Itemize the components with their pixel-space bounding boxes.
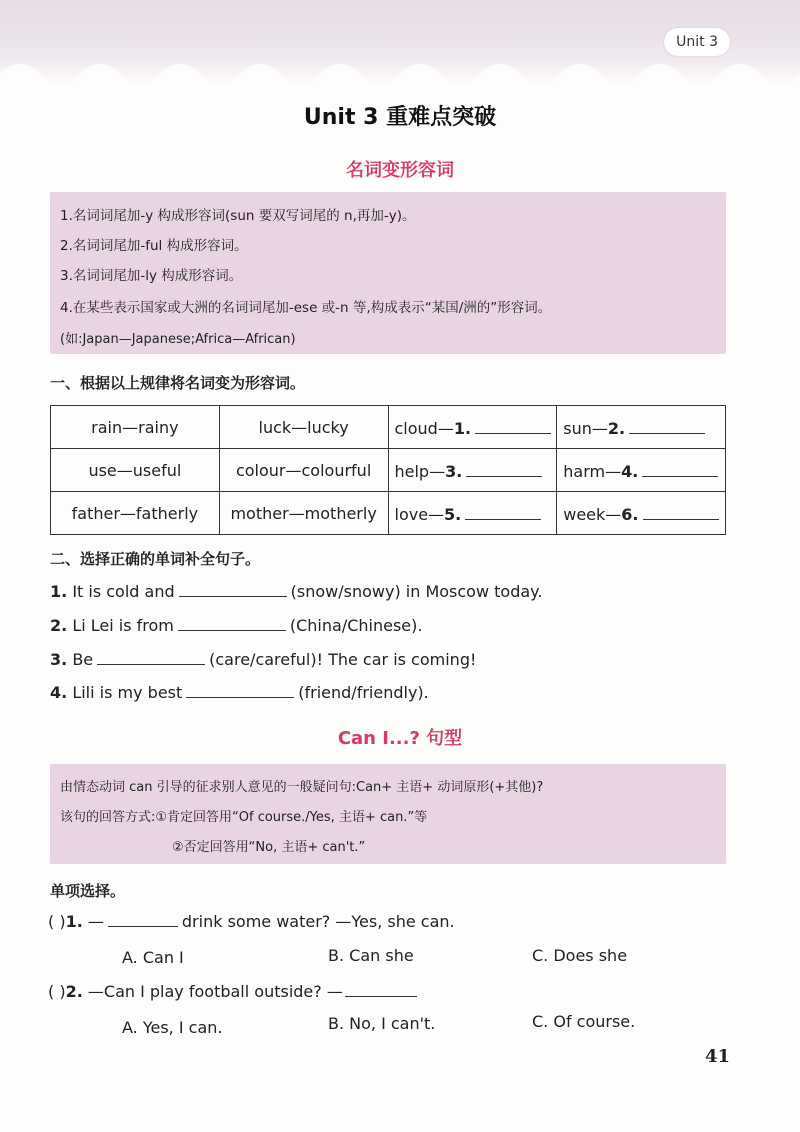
option-a[interactable]: A. Yes, I can. — [122, 1018, 223, 1037]
table-cell: cloud—1. — [388, 406, 557, 449]
option-b[interactable]: B. No, I can't. — [328, 1014, 436, 1033]
wave-decoration — [0, 54, 800, 84]
section-title-can-i: Can I...? 句型 — [337, 728, 463, 749]
rule-box — [50, 192, 726, 354]
option-a[interactable]: A. Can I — [122, 948, 184, 967]
rule-line: 2.名词词尾加-ful 构成形容词。 — [60, 238, 248, 254]
rule-line: 1.名词词尾加-y 构成形容词(sun 要双写词尾的 n,再加-y)。 — [60, 208, 416, 224]
answer-blank[interactable] — [642, 460, 718, 477]
rule-line: 3.名词词尾加-ly 构成形容词。 — [60, 268, 243, 284]
table-cell: rain—rainy — [51, 406, 220, 449]
word-table — [50, 405, 726, 535]
section-title-noun-to-adjective: 名词变形容词 — [346, 160, 454, 181]
table-cell: sun—2. — [557, 406, 726, 449]
table-cell: luck—lucky — [219, 406, 388, 449]
part2-heading: 二、选择正确的单词补全句子。 — [50, 550, 261, 568]
option-c[interactable]: C. Does she — [532, 946, 628, 965]
part1-heading: 一、根据以上规律将名词变为形容词。 — [50, 374, 306, 392]
sentence-2: 2. Li Lei is from (China/Chinese). — [50, 616, 423, 635]
sentence-4: 4. Lili is my best (friend/friendly). — [50, 683, 429, 702]
answer-blank[interactable] — [108, 912, 178, 927]
grammar-line: ②否定回答用“No, 主语+ can't.” — [172, 840, 366, 855]
answer-blank[interactable] — [345, 982, 417, 997]
answer-blank[interactable] — [466, 460, 542, 477]
grammar-line: 由情态动词 can 引导的征求别人意见的一般疑问句:Can+ 主语+ 动词原形(+其他)? — [60, 780, 544, 795]
answer-blank[interactable] — [97, 650, 205, 665]
answer-blank[interactable] — [643, 503, 719, 520]
page-title: Unit 3 重难点突破 — [303, 105, 497, 130]
table-cell: help—3. — [388, 449, 557, 492]
unit-tab: Unit 3 — [664, 28, 730, 56]
table-cell: use—useful — [51, 449, 220, 492]
table-cell: mother—motherly — [219, 492, 388, 535]
answer-blank[interactable] — [465, 503, 541, 520]
option-b[interactable]: B. Can she — [328, 946, 414, 965]
sentence-3: 3. Be (care/careful)! The car is coming! — [50, 650, 477, 669]
answer-blank[interactable] — [178, 616, 286, 631]
option-c[interactable]: C. Of course. — [532, 1012, 636, 1031]
question-1: ( )1. — drink some water? —Yes, she can. — [48, 912, 455, 931]
table-row — [51, 406, 726, 449]
table-cell: love—5. — [388, 492, 557, 535]
rule-line: 4.在某些表示国家或大洲的名词词尾加-ese 或-n 等,构成表示“某国/洲的”形容词。 — [60, 300, 552, 316]
part3-heading: 单项选择。 — [50, 882, 126, 900]
answer-blank[interactable] — [179, 582, 287, 597]
table-row — [51, 492, 726, 535]
grammar-line: 该句的回答方式:①肯定回答用“Of course./Yes, 主语+ can.”等 — [60, 810, 428, 825]
table-row — [51, 449, 726, 492]
sentence-1: 1. It is cold and (snow/snowy) in Moscow today. — [50, 582, 543, 601]
table-cell: harm—4. — [557, 449, 726, 492]
table-cell: colour—colourful — [219, 449, 388, 492]
rule-line: (如:Japan—Japanese;Africa—African) — [60, 332, 296, 347]
question-2: ( )2. —Can I play football outside? — — [48, 982, 419, 1001]
answer-blank[interactable] — [629, 417, 705, 434]
table-cell: father—fatherly — [51, 492, 220, 535]
answer-blank[interactable] — [475, 417, 551, 434]
page-number: 41 — [704, 1046, 730, 1067]
table-cell: week—6. — [557, 492, 726, 535]
answer-blank[interactable] — [186, 683, 294, 698]
grammar-box — [50, 764, 726, 864]
